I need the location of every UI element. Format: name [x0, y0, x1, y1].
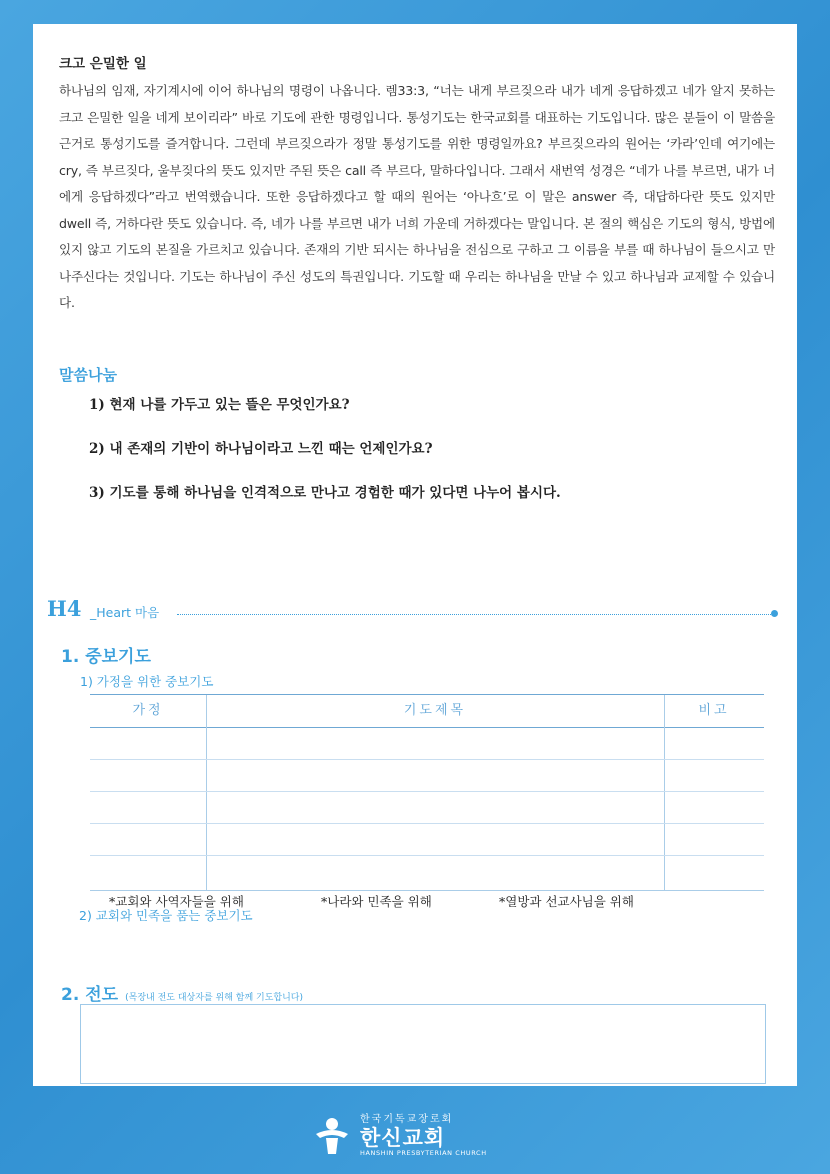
- worksheet-page: [33, 24, 797, 1086]
- evangelism-note: (목장내 전도 대상자를 위해 함께 기도합니다): [125, 993, 303, 1003]
- h4-mark: H4: [47, 596, 82, 621]
- table-header: [90, 695, 764, 728]
- table-row[interactable]: [90, 759, 764, 760]
- h4-section-header: [47, 594, 787, 624]
- h4-subtitle: _Heart 마음: [90, 605, 160, 620]
- note-nation: *나라와 민족을 위해: [321, 894, 432, 909]
- evangelism-header: [61, 980, 303, 1005]
- column-header-notes: 비고: [698, 703, 730, 718]
- article: [59, 52, 775, 317]
- evangelism-input-box[interactable]: [80, 1004, 766, 1084]
- table-row[interactable]: [90, 823, 764, 824]
- community-prayer-title: 2) 교회와 민족을 품는 중보기도: [79, 908, 253, 923]
- family-prayer-table: [90, 694, 764, 891]
- column-divider: [664, 695, 665, 890]
- table-row[interactable]: [90, 855, 764, 856]
- question-2: 2) 내 존재의 기반이 하나님이라고 느낀 때는 언제인가요?: [89, 441, 433, 457]
- table-row[interactable]: [90, 791, 764, 792]
- denomination-label: 한국기독교장로회: [360, 1114, 454, 1125]
- church-logo-icon: [312, 1116, 352, 1156]
- header-divider: [177, 614, 773, 615]
- divider-dot-icon: [771, 610, 778, 617]
- question-1: 1) 현재 나를 가두고 있는 뜰은 무엇인가요?: [89, 397, 350, 413]
- column-header-family: 가정: [132, 703, 164, 718]
- sharing-questions: [89, 392, 769, 524]
- column-header-prayer-topic: 기도제목: [403, 703, 467, 718]
- family-prayer-title: 1) 가정을 위한 중보기도: [80, 674, 214, 689]
- intercession-title: 1. 중보기도: [61, 647, 151, 667]
- question-3: 3) 기도를 통해 하나님을 인격적으로 만나고 경험한 때가 있다면 나누어 봅시다.: [89, 485, 561, 501]
- note-missions: *열방과 선교사님을 위해: [499, 894, 634, 909]
- church-english-name: HANSHIN PRESBYTERIAN CHURCH: [360, 1149, 487, 1157]
- evangelism-title: 2. 전도: [61, 985, 119, 1005]
- article-body: 하나님의 임재, 자기계시에 이어 하나님의 명령이 나옵니다. 렘33:3, “너는 내게 부르짖으라 내가 네게 응답하겠고 네가 알지 못하는 크고 은밀한 일을 네게 보이리라” 바로 기도에 관한 명령입니다. 통성기도는 한국교회를 대표하는 기도입니다. 많은 분들이 이 말씀을 근거로 통성기도를 즐겨합니다. 그런데 부르짖으라가 정말 통성기도를 위한 명령일까요? 부르짖으라의 원어는 ‘카라’인데 여기에는 cry, 즉 부르짖다, 울부짖다의 뜻도 있지만 주된 뜻은 call 즉 부르다, 말하다입니다. 그래서 새번역 성경은 “네가 나를 부르면, 내가 너에게 응답하겠다”라고 번역했습니다. 또한 응답하겠다고 할 때의 원어는 ‘아나흐’로 이 말은 answer 즉, 대답하다란 뜻도 있지만 dwell 즉, 거하다란 뜻도 있습니다. 즉, 네가 나를 부르면 내가 너희 가운데 거하겠다는 말입니다. 본 절의 핵심은 기도의 형식, 방법에 있지 않고 기도의 본질을 가르치고 있습니다. 존재의 기반 되시는 하나님을 전심으로 구하고 그 이름을 부를 때 하나님이 들으시고 만나주신다는 것입니다. 기도는 하나님이 주신 성도의 특권입니다. 기도할 때 우리는 하나님을 만날 수 있고 하나님과 교제할 수 있습니다.: [59, 83, 775, 310]
- sharing-title: 말씀나눔: [59, 366, 117, 384]
- church-logo: [312, 1110, 512, 1158]
- note-church: *교회와 사역자들을 위해: [109, 894, 244, 909]
- article-title: 크고 은밀한 일: [59, 56, 147, 72]
- column-divider: [206, 695, 207, 890]
- church-name: 한신교회: [360, 1126, 446, 1150]
